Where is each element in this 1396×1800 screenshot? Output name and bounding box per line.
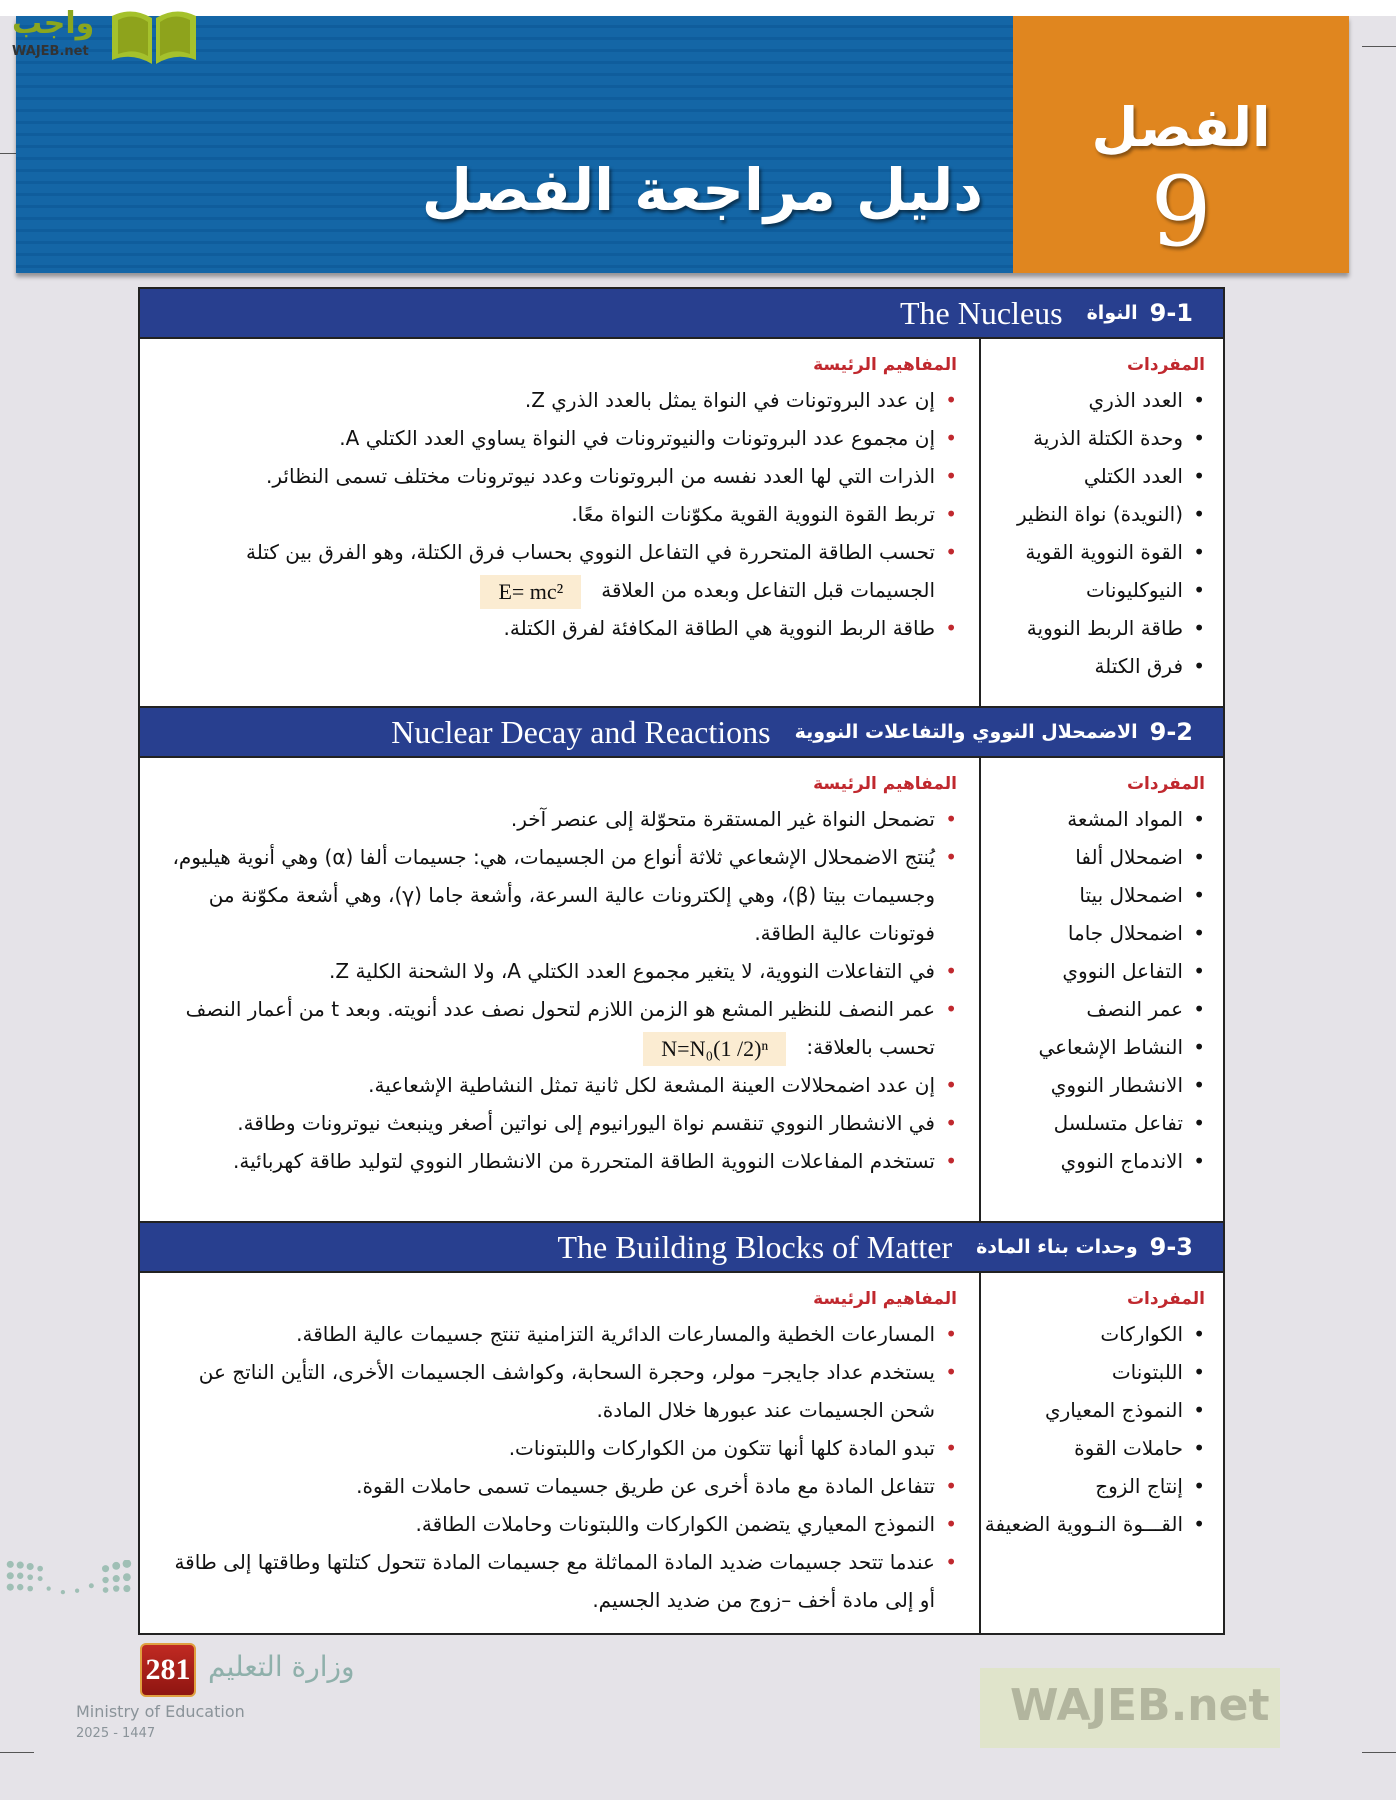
concept-item: • الذرات التي لها العدد نفسه من البروتونات وعدد نيوترونات مختلف تسمى النظائر. (160, 457, 957, 495)
page-number: 281 (140, 1643, 196, 1697)
vocab-item: • إنتاج الزوج (981, 1467, 1205, 1505)
chapter-review-table (138, 287, 1225, 1635)
logo-english-text: WAJEB.net (12, 44, 89, 59)
key-concepts-column (140, 758, 979, 1221)
crop-mark (0, 1752, 34, 1753)
vocab-item: • القـــوة النـووية الضعيفة (981, 1505, 1205, 1543)
edition-year: 2025 - 1447 (76, 1726, 156, 1741)
key-concepts-heading: المفاهيم الرئيسة (813, 774, 957, 794)
concept-item: • في التفاعلات النووية، لا يتغير مجموع العدد الكتلي A، ولا الشحنة الكلية Z. (160, 952, 957, 990)
vocabulary-heading: المفردات (1126, 1289, 1205, 1309)
vocab-item: • الكواركات (981, 1315, 1205, 1353)
vocab-item: • العدد الكتلي (981, 457, 1205, 495)
vocab-item: • وحدة الكتلة الذرية (981, 419, 1205, 457)
vocab-item: • فرق الكتلة (981, 647, 1205, 685)
vocab-item: • النشاط الإشعاعي (981, 1028, 1205, 1066)
concept-text: عمر النصف للنظير المشع هو الزمن اللازم لتحول نصف عدد أنويته. وبعد t من أعمار النصف تحسب بالعلاقة: (185, 997, 935, 1059)
vocabulary-heading: المفردات (1126, 774, 1205, 794)
vocabulary-column (979, 339, 1223, 706)
book-icon (108, 6, 200, 64)
concept-item: • إن مجموع عدد البروتونات والنيوترونات في النواة يساوي العدد الكتلي A. (160, 419, 957, 457)
concept-item: • تبدو المادة كلها أنها تتكون من الكواركات واللبتونات. (160, 1429, 957, 1467)
concept-item: • تستخدم المفاعلات النووية الطاقة المتحررة من الانشطار النووي لتوليد طاقة كهربائية. (160, 1142, 957, 1180)
vocab-item: • التفاعل النووي (981, 952, 1205, 990)
vocabulary-heading: المفردات (1126, 355, 1205, 375)
key-concepts-column (140, 339, 979, 706)
page-top-margin (0, 0, 1396, 16)
vocab-item: • حاملات القوة (981, 1429, 1205, 1467)
chapter-number: 9 (1150, 156, 1212, 268)
concept-item: • يُنتج الاضمحلال الإشعاعي ثلاثة أنواع من الجسيمات، هي: جسيمات ألفا (α) وهي أنوية هيليوم، وجسيمات بيتا (β)، وهي إلكترونات عالية السرعة، وأشعة جاما (γ)، وهي أشعة مكوّنة من فوتونات عالية الطاقة. (160, 838, 957, 952)
section-number: 9-2 (1149, 718, 1193, 746)
vocab-item: • المواد المشعة (981, 800, 1205, 838)
watermark-text: WAJEB.net (1010, 1680, 1270, 1731)
section-body-9-2 (140, 758, 1223, 1221)
section-number: 9-3 (1149, 1233, 1193, 1261)
concept-item: • تضمحل النواة غير المستقرة متحوّلة إلى عنصر آخر. (160, 800, 957, 838)
vocab-item: • اللبتونات (981, 1353, 1205, 1391)
chapter-label: الفصل (1091, 96, 1271, 159)
chapter-panel (1013, 16, 1349, 273)
concept-item: • إن عدد اضمحلالات العينة المشعة لكل ثانية تمثل النشاطية الإشعاعية. (160, 1066, 957, 1104)
key-concepts-column (140, 1273, 979, 1633)
section-header-9-2 (140, 706, 1223, 758)
key-concepts-heading: المفاهيم الرئيسة (813, 355, 957, 375)
ministry-dots-icon (6, 1560, 134, 1610)
concept-item: • تربط القوة النووية القوية مكوّنات النواة معًا. (160, 495, 957, 533)
section-title-arabic: الاضمحلال النووي والتفاعلات النووية (794, 721, 1138, 743)
section-header-9-3 (140, 1221, 1223, 1273)
equation-box: N=N₀(1 /2)ⁿ (643, 1032, 786, 1066)
vocab-item: • اضمحلال بيتا (981, 876, 1205, 914)
section-title-arabic: النواة (1086, 302, 1138, 324)
section-title-arabic: وحدات بناء المادة (976, 1236, 1138, 1258)
ministry-arabic-name: وزارة التعليم (208, 1650, 355, 1683)
vocab-item: • تفاعل متسلسل (981, 1104, 1205, 1142)
vocabulary-column (979, 758, 1223, 1221)
page-title: دليل مراجعة الفصل (421, 156, 983, 224)
vocab-item: • القوة النووية القوية (981, 533, 1205, 571)
section-title-english: Nuclear Decay and Reactions (391, 713, 771, 750)
vocab-item: • النموذج المعياري (981, 1391, 1205, 1429)
concept-item: • النموذج المعياري يتضمن الكواركات واللبتونات وحاملات الطاقة. (160, 1505, 957, 1543)
section-title-english: The Nucleus (899, 294, 1063, 331)
concept-item: • في الانشطار النووي تنقسم نواة اليورانيوم إلى نواتين أصغر وينبعث نيوترونات وطاقة. (160, 1104, 957, 1142)
section-number: 9-1 (1149, 299, 1193, 327)
concept-item: • تتفاعل المادة مع مادة أخرى عن طريق جسيمات تسمى حاملات القوة. (160, 1467, 957, 1505)
vocab-item: • النيوكليونات (981, 571, 1205, 609)
concept-item: • إن عدد البروتونات في النواة يمثل بالعدد الذري Z. (160, 381, 957, 419)
section-body-9-1 (140, 339, 1223, 706)
wajeb-logo (12, 6, 192, 66)
vocab-item: • العدد الذري (981, 381, 1205, 419)
concept-item: • طاقة الربط النووية هي الطاقة المكافئة لفرق الكتلة. (160, 609, 957, 647)
concept-item: • يستخدم عداد جايجر– مولر، وحجرة السحابة، وكواشف الجسيمات الأخرى، التأين الناتج عن شحن الجسيمات عند عبورها خلال المادة. (160, 1353, 957, 1429)
concept-item: • المسارعات الخطية والمسارعات الدائرية التزامنية تنتج جسيمات عالية الطاقة. (160, 1315, 957, 1353)
concept-text: تحسب الطاقة المتحررة في التفاعل النووي بحساب فرق الكتلة، وهو الفرق بين كتلة الجسيمات قبل التفاعل وبعده من العلاقة (245, 540, 935, 602)
chapter-header-banner (16, 16, 1349, 273)
logo-arabic-text: واجب (12, 6, 95, 41)
key-concepts-heading: المفاهيم الرئيسة (813, 1289, 957, 1309)
crop-mark (1362, 1752, 1396, 1753)
concept-item (160, 990, 957, 1066)
section-title-english: The Building Blocks of Matter (557, 1228, 953, 1265)
section-header-9-1 (140, 289, 1223, 339)
vocab-item: • طاقة الربط النووية (981, 609, 1205, 647)
vocab-item: • الانشطار النووي (981, 1066, 1205, 1104)
equation-box: E= mc² (480, 575, 581, 609)
concept-item: • عندما تتحد جسيمات ضديد المادة المماثلة مع جسيمات المادة تتحول كتلتها وطاقتها إلى طاقة أو إلى مادة أخف –زوج من ضديد الجسيم. (160, 1543, 957, 1619)
section-body-9-3 (140, 1273, 1223, 1633)
ministry-english-name: Ministry of Education (76, 1702, 245, 1721)
vocab-item: • اضمحلال ألفا (981, 838, 1205, 876)
crop-mark (1362, 46, 1396, 47)
vocab-item: • اضمحلال جاما (981, 914, 1205, 952)
vocab-item: • عمر النصف (981, 990, 1205, 1028)
vocab-item: • الاندماج النووي (981, 1142, 1205, 1180)
vocabulary-column (979, 1273, 1223, 1633)
concept-item (160, 533, 957, 609)
vocab-item: • (النويدة) نواة النظير (981, 495, 1205, 533)
